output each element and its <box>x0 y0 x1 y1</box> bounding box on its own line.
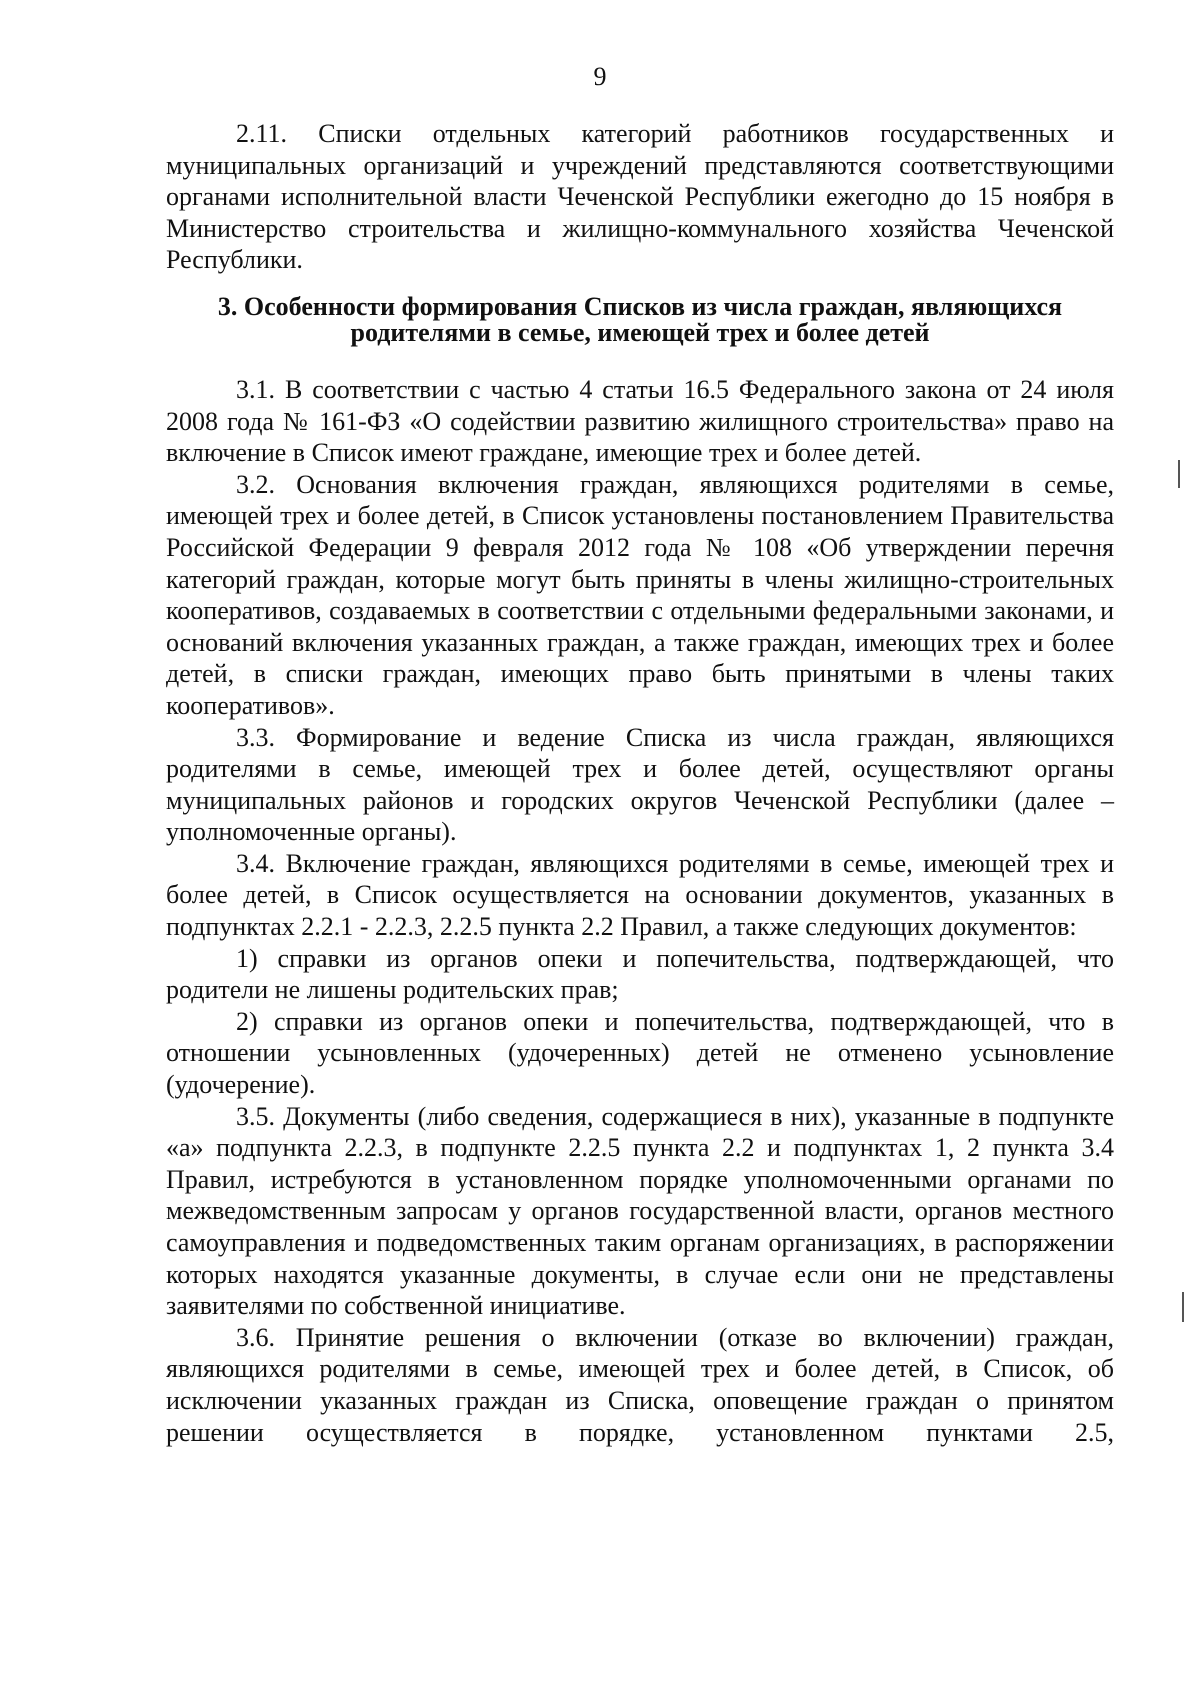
section-heading-line-1: 3. Особенности формирования Списков из числа граждан, являющихся <box>217 291 1063 321</box>
paragraph-3-1: 3.1. В соответствии с частью 4 статьи 16.5 Федерального закона от 24 июля 2008 года № 161-ФЗ «О содействии развитию жилищного строительства» право на включение в Список имеют граждане, имеющие трех и более детей. <box>166 374 1114 468</box>
document-body <box>166 118 1114 1448</box>
paragraph-3-4: 3.4. Включение граждан, являющихся родителями в семье, имеющей трех и более детей, в Список осуществляется на основании документов, указанных в подпунктах 2.2.1 - 2.2.3, 2.2.5 пункта 2.2 Правил, а также следующих документов: <box>166 848 1114 942</box>
section-heading <box>166 291 1114 347</box>
paragraph-3-6: 3.6. Принятие решения о включении (отказе во включении) граждан, являющихся родителями в семье, имеющей трех и более детей, в Список, об исключении указанных граждан из Списка, оповещение граждан о принятом решении осуществляется в порядке, установленном пунктами 2.5, <box>166 1322 1114 1447</box>
paragraph-3-3: 3.3. Формирование и ведение Списка из числа граждан, являющихся родителями в семье, имеющей трех и более детей, осуществляют органы муниципальных районов и городских округов Чеченской Республики (далее – уполномоченные органы). <box>166 722 1114 847</box>
paragraph-2-11: 2.11. Списки отдельных категорий работников государственных и муниципальных организаций и учреждений представляются соответствующими органами исполнительной власти Чеченской Республики ежегодно до 15 ноября в Министерство строительства и жилищно-коммунального хозяйства Чеченской Республики. <box>166 119 1114 275</box>
paragraph-3-5: 3.5. Документы (либо сведения, содержащиеся в них), указанные в подпункте «а» подпункта 2.2.3, в подпункте 2.2.5 пункта 2.2 и подпунктах 1, 2 пункта 3.4 Правил, истребуются в установленном порядке уполномоченными органами по межведомственным запросам у органов государственной власти, органов местного самоуправления и подведомственных таким органам организациях, в распоряжении которых находятся указанные документы, в случае если они не представлены заявителями по собственной инициативе. <box>166 1101 1114 1321</box>
list-item-2: 2) справки из органов опеки и попечительства, подтверждающей, что в отношении усыновленных (удочеренных) детей не отменено усыновление (удочерение). <box>166 1006 1114 1100</box>
section-heading-line-2: родителями в семье, имеющей трех и более детей <box>350 317 930 347</box>
margin-mark-top <box>1178 460 1180 488</box>
list-item-1: 1) справки из органов опеки и попечительства, подтверждающей, что родители не лишены родительских прав; <box>166 943 1114 1005</box>
paragraph-3-2: 3.2. Основания включения граждан, являющихся родителями в семье, имеющей трех и более детей, в Список установлены постановлением Правительства Российской Федерации 9 февраля 2012 года № 108 «Об утверждении перечня категорий граждан, которые могут быть приняты в члены жилищно-строительных кооперативов, создаваемых в соответствии с отдельными федеральными законами, и оснований включения указанных граждан, а также граждан, имеющих трех и более детей, в списки граждан, имеющих право быть принятыми в члены таких кооперативов». <box>166 469 1114 720</box>
margin-mark-bottom <box>1182 1292 1184 1322</box>
page-number: 9 <box>593 62 607 91</box>
